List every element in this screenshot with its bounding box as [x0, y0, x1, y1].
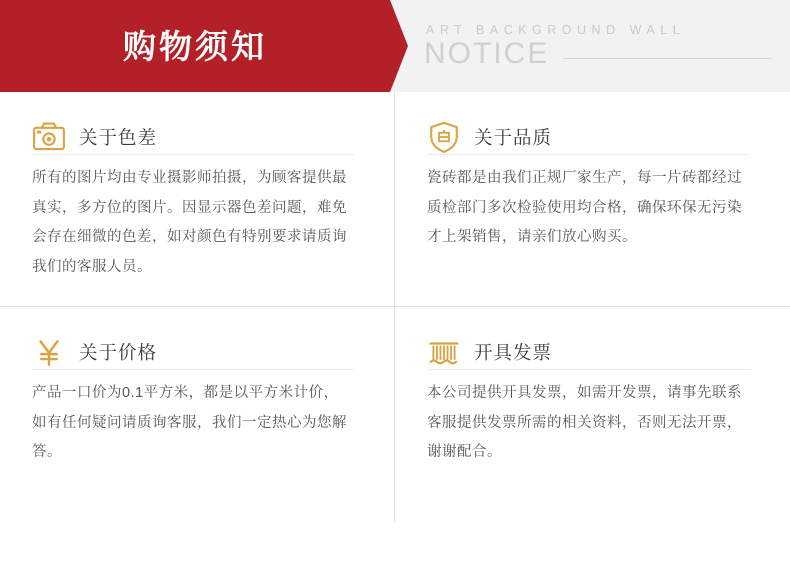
- header-subtitle-en: ART BACKGROUND WALL: [426, 23, 686, 37]
- notice-section-header: [427, 335, 750, 369]
- yuan-icon: [32, 335, 66, 369]
- section-divider: [32, 154, 354, 155]
- notice-section-title: 开具发票: [474, 342, 553, 363]
- header-notice-row: [424, 39, 790, 69]
- header-right-block: [390, 0, 790, 92]
- shield-icon: [427, 120, 461, 154]
- notice-section-header: [32, 335, 354, 369]
- page-header: [0, 0, 790, 92]
- section-divider: [32, 369, 354, 370]
- notice-section-price: [0, 307, 395, 522]
- notice-grid: [0, 92, 790, 522]
- notice-section-header: [32, 120, 354, 154]
- notice-section-body: 所有的图片均由专业摄影师拍摄，为顾客提供最真实，多方位的图片。因显示器色差问题，难免会存在细微的色差，如对颜色有特别要求请质询我们的客服人员。: [32, 170, 347, 276]
- notice-section-title: 关于价格: [79, 342, 158, 363]
- section-divider: [427, 154, 750, 155]
- notice-section-quality: [395, 92, 790, 307]
- notice-section-title: 关于色差: [79, 127, 158, 148]
- header-divider-line: [563, 58, 772, 59]
- header-notice-en: NOTICE: [424, 37, 550, 70]
- notice-section-invoice: [395, 307, 790, 522]
- invoice-icon: [427, 335, 461, 369]
- notice-section-header: [427, 120, 750, 154]
- page-title: 购物须知: [123, 27, 267, 65]
- notice-section-body: 本公司提供开具发票，如需开发票，请事先联系客服提供发票所需的相关资料，否则无法开票，谢谢配合。: [427, 385, 742, 461]
- header-red-block: [0, 0, 390, 92]
- notice-section-title: 关于品质: [474, 127, 553, 148]
- notice-section-body: 产品一口价为0.1平方米，都是以平方米计价，如有任何疑问请质询客服，我们一定热心为您解答。: [32, 385, 347, 461]
- notice-section-body: 瓷砖都是由我们正规厂家生产，每一片砖都经过质检部门多次检验使用均合格，确保环保无污染才上架销售，请亲们放心购买。: [427, 170, 742, 246]
- camera-icon: [32, 120, 66, 154]
- header-arrow-shape: [390, 0, 408, 92]
- section-divider: [427, 369, 750, 370]
- notice-section-color: [0, 92, 395, 307]
